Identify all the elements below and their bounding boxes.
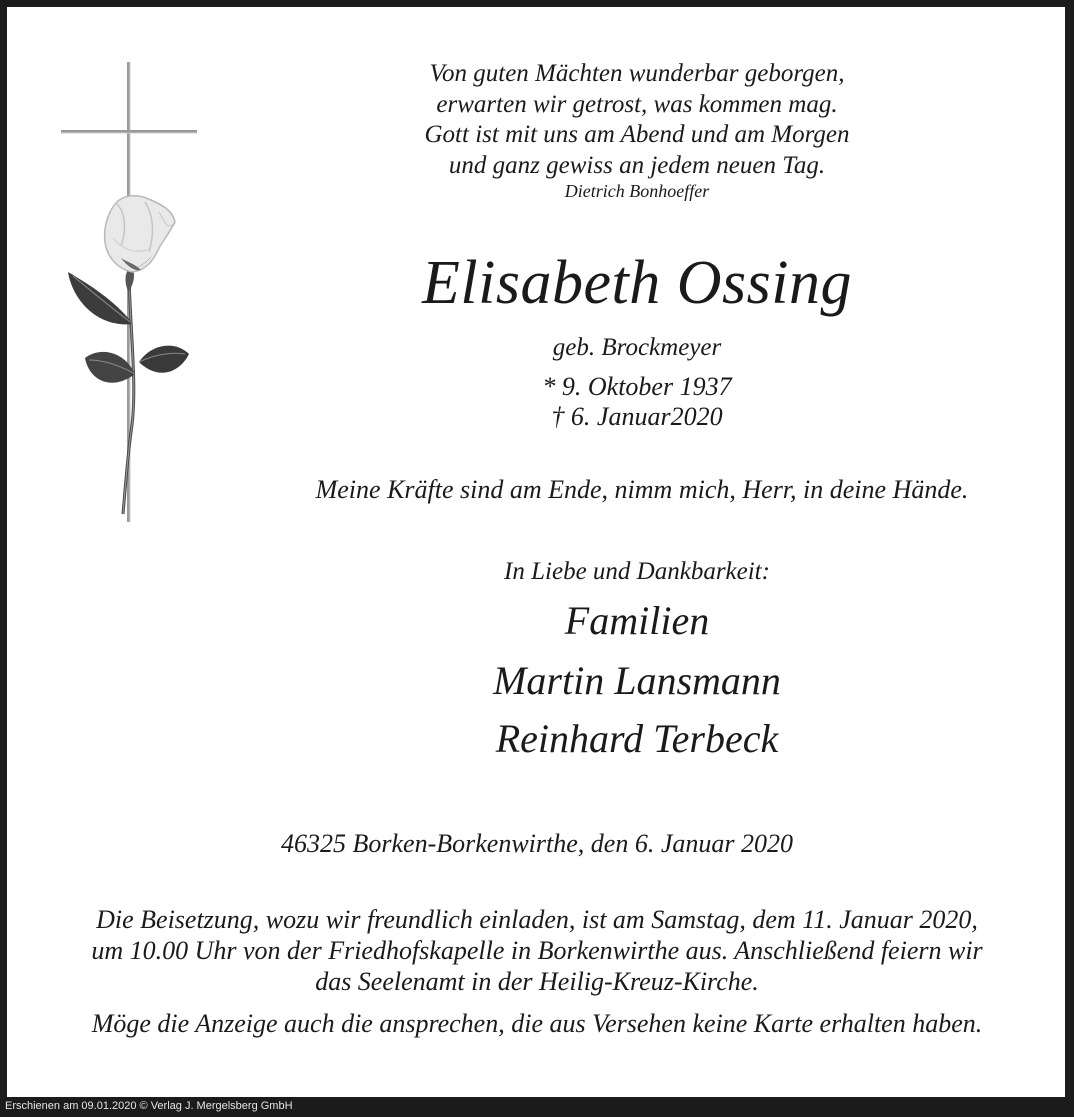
poem [337, 59, 937, 181]
mourner-name: Familien [564, 598, 710, 643]
death-date: † 6. Januar2020 [551, 402, 723, 431]
mourner-name: Martin Lansmann [493, 658, 781, 703]
poem-line: erwarten wir getrost, was kommen mag. [436, 90, 838, 118]
obituary-notice [7, 7, 1065, 1097]
burial-info [27, 904, 1047, 997]
deceased-name: Elisabeth Ossing [422, 249, 852, 317]
cross-rose-graphic [55, 62, 205, 522]
birth-date: * 9. Oktober 1937 [542, 372, 732, 401]
closing-note: Möge die Anzeige auch die ansprechen, die aus Versehen keine Karte erhalten haben. [91, 1009, 983, 1038]
mourner-name: Reinhard Terbeck [495, 716, 779, 761]
poem-line: Gott ist mit uns am Abend und am Morgen [424, 121, 850, 148]
burial-line: das Seelenamt in der Heilig-Kreuz-Kirche. [315, 967, 759, 996]
bible-verse: Meine Kräfte sind am Ende, nimm mich, Herr, in deine Hände. [315, 475, 969, 504]
burial-line: Die Beisetzung, wozu wir freundlich einladen, ist am Samstag, dem 11. Januar 2020, [96, 905, 978, 934]
publication-footer: Erschienen am 09.01.2020 © Verlag J. Mergelsberg GmbH [5, 1100, 293, 1112]
poem-line: und ganz gewiss an jedem neuen Tag. [448, 151, 826, 179]
poem-line: Von guten Mächten wunderbar geborgen, [429, 60, 845, 87]
poem-author: Dietrich Bonhoeffer [564, 181, 710, 201]
burial-line: um 10.00 Uhr von der Friedhofskapelle in Borkenwirthe aus. Anschließend feiern wir [91, 936, 983, 965]
place-date: 46325 Borken-Borkenwirthe, den 6. Januar 2020 [281, 829, 793, 858]
mourners-intro: In Liebe und Dankbarkeit: [504, 558, 770, 585]
maiden-name: geb. Brockmeyer [552, 334, 722, 361]
